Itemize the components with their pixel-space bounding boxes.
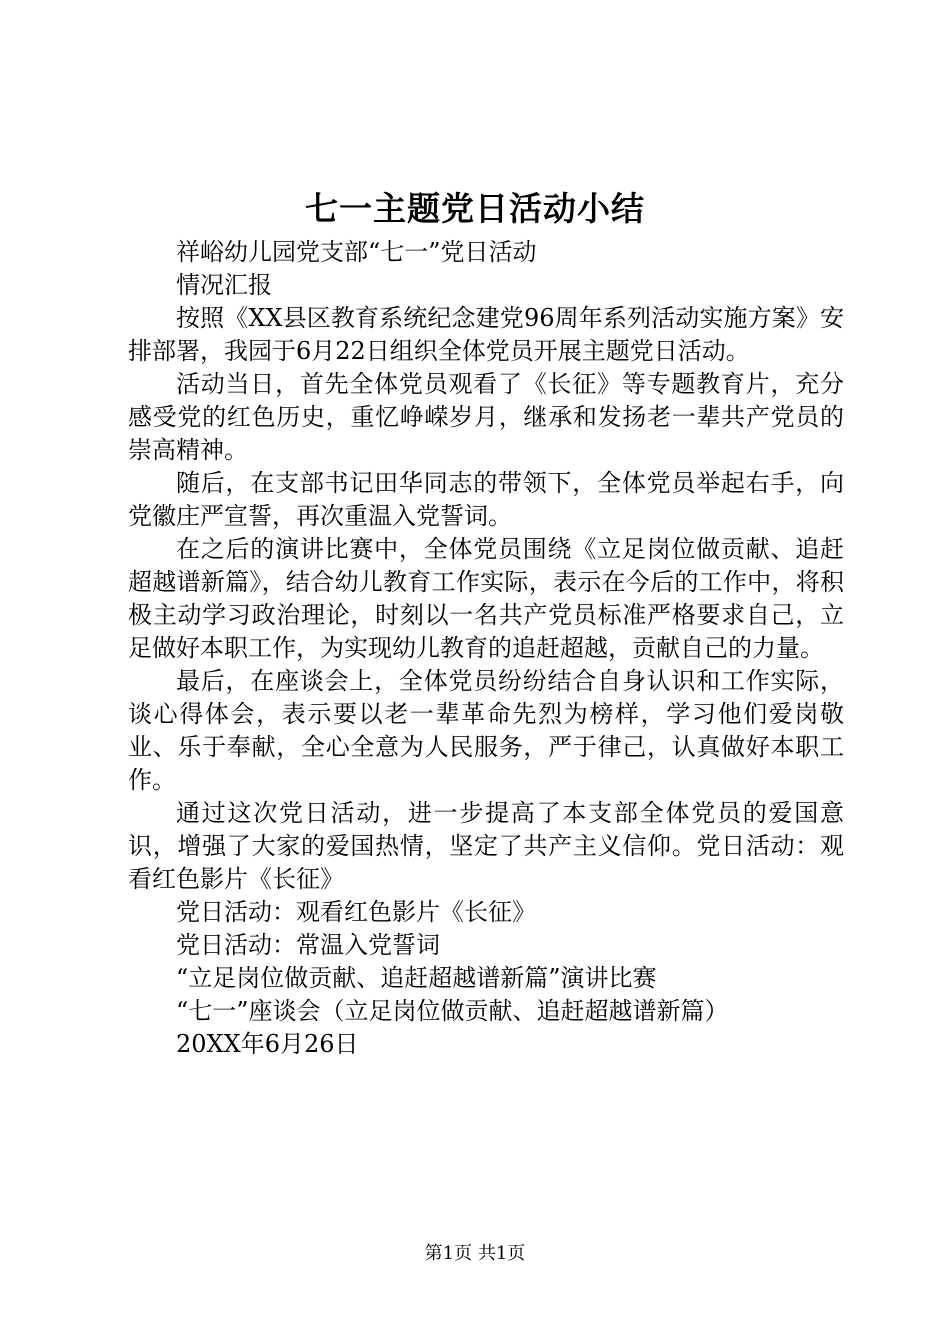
list-item-contest: “立足岗位做贡献、追赶超越谱新篇”演讲比赛	[176, 964, 657, 992]
document-title: 七一主题党日活动小结	[305, 189, 645, 228]
document-date: 20XX年6月26日	[176, 1030, 359, 1058]
paragraph-oath: 随后，在支部书记田华同志的带领下，全体党员举起右手，向党徽庄严宣誓，再次重温入党誓词。	[128, 469, 844, 530]
paragraph-subtitle-1: 祥峪幼儿园党支部“七一”党日活动	[176, 238, 537, 266]
list-item-symposium: “七一”座谈会（立足岗位做贡献、追赶超越谱新篇）	[176, 997, 729, 1025]
paragraph-symposium: 最后，在座谈会上，全体党员纷纷结合自身认识和工作实际，谈心得体会，表示要以老一辈革命先烈为榜样，学习他们爱岗敬业、乐于奉献，全心全意为人民服务，严于律己，认真做好本职工作。	[128, 667, 844, 794]
paragraph-conclusion: 通过这次党日活动，进一步提高了本支部全体党员的爱国意识，增强了大家的爱国热情，坚定了共产主义信仰。党日活动：观看红色影片《长征》	[128, 799, 844, 893]
list-item-film: 党日活动：观看红色影片《长征》	[176, 898, 536, 926]
list-item-oath: 党日活动：常温入党誓词	[176, 931, 440, 959]
page-number-footer: 第1页 共1页	[424, 1243, 526, 1264]
paragraph-intro: 按照《XX县区教育系统纪念建党96周年系列活动实施方案》安排部署，我园于6月22日组织全体党员开展主题党日活动。	[128, 304, 844, 365]
paragraph-watch-film: 活动当日，首先全体党员观看了《长征》等专题教育片，充分感受党的红色历史，重忆峥嵘岁月，继承和发扬老一辈共产党员的崇高精神。	[128, 370, 844, 464]
paragraph-speech-contest: 在之后的演讲比赛中，全体党员围绕《立足岗位做贡献、追赶超越谱新篇》，结合幼儿教育工作实际，表示在今后的工作中，将积极主动学习政治理论，时刻以一名共产党员标准严格要求自己，立足做好本职工作，为实现幼儿教育的追赶超越，贡献自己的力量。	[128, 535, 844, 662]
document-body	[128, 236, 844, 1061]
paragraph-subtitle-2: 情况汇报	[176, 271, 272, 299]
